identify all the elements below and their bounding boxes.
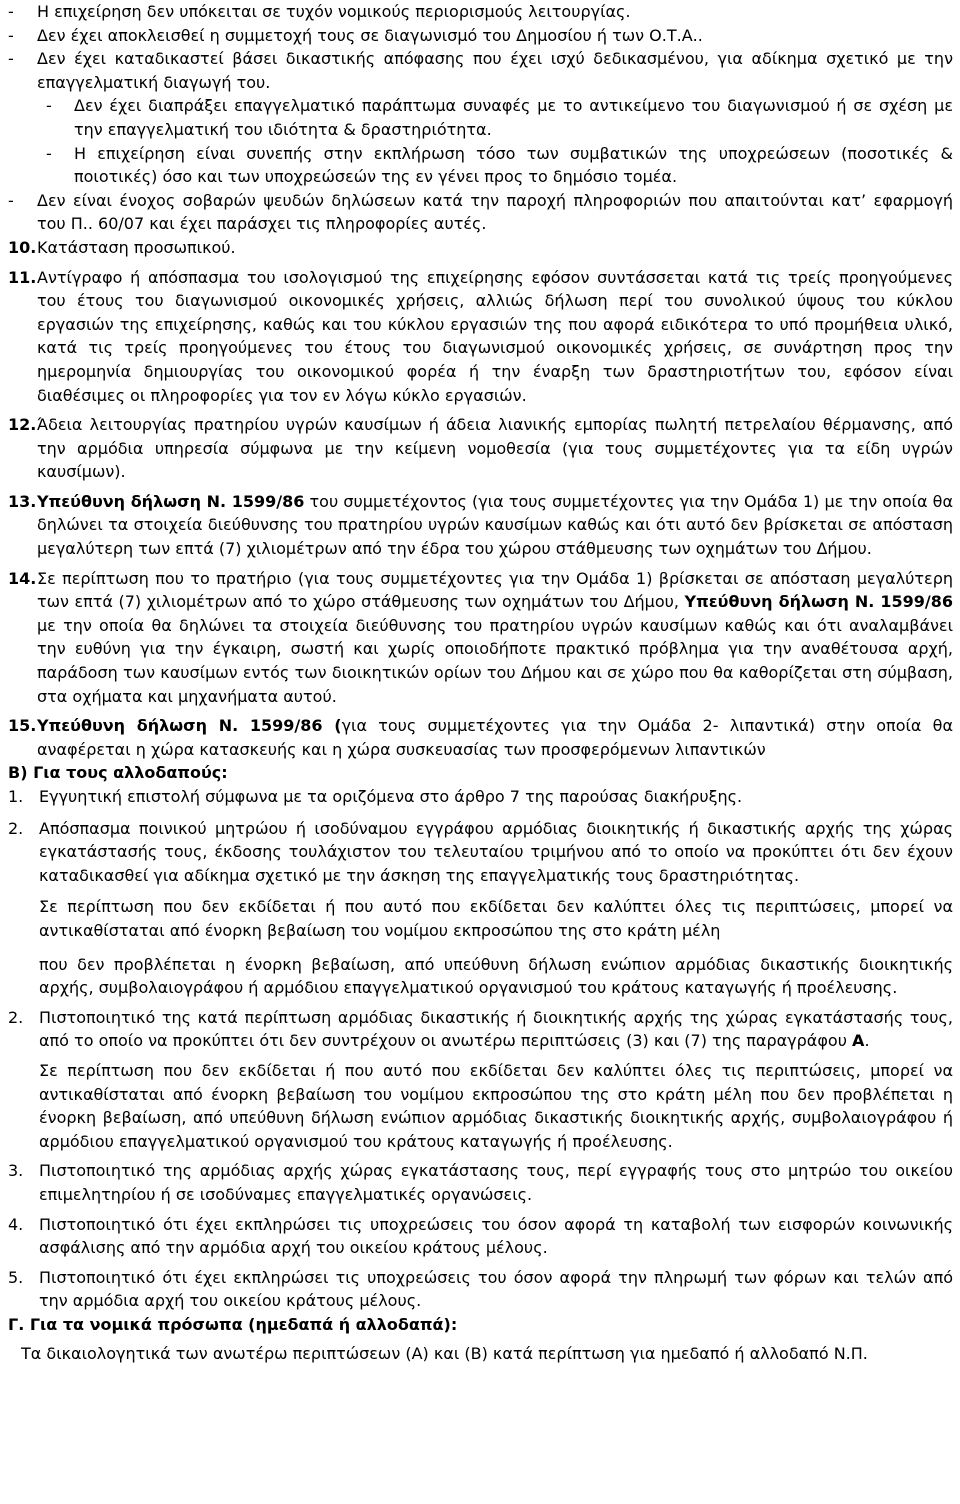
item-number: 3. [8, 1161, 24, 1181]
list-item-text: Δεν έχει καταδικαστεί βάσει δικαστικής απόφασης που έχει ισχύ δεδικασμένου, για αδίκημα σχετικό με την επαγγελματική διαγωγή του. [37, 49, 953, 92]
item-text: Απόσπασμα ποινικού μητρώου ή ισοδύναμου εγγράφου αρμόδιας διοικητικής ή δικαστικής αρχής της χώρας εγκατάστασής τους, έκδοσης τουλάχιστον του τελευταίου τριμήνου από το οποίο να προκύπτει ότι δεν έχουν καταδικασθεί για αδίκημα σχετικό με την άσκηση της επαγγελματικής τους δραστηριότητας. [39, 818, 953, 885]
list-item: - Δεν έχει αποκλεισθεί η συμμετοχή τους σε διαγωνισμό του Δημοσίου ή των Ο.Τ.Α.. [8, 24, 953, 48]
list-item: - Η επιχείρηση είναι συνεπής στην εκπλήρωση τόσο των συμβατικών της υποχρεώσεων (ποσοτικές & ποιοτικές) όσο και των υποχρεώσεών της εν γένει προς το δημόσιο τομέα. [8, 142, 953, 189]
item-text: με την οποία θα δηλώνει τα στοιχεία διεύθυνσης του πρατηρίου υγρών καυσίμων καθώς και ότι αναλαμβάνει την ευθύνη για την έγκαιρη, σωστή και χωρίς οποιοδήποτε πρακτικό πρόβλημα για την αναθέτουσα αρχή, παράδοση των καυσίμων εντός των διοικητικών ορίων του Δήμου και σε χώρο που θα καθορίζεται στη σύμβαση, στα οχήματα και μηχανήματα αυτού. [37, 615, 953, 706]
item-text: Πιστοποιητικό ότι έχει εκπληρώσει τις υποχρεώσεις του όσον αφορά τη καταβολή των εισφορών κοινωνικής ασφάλισης από την αρμόδια αρχή του οικείου κράτους μέλους. [39, 1214, 953, 1258]
item-number: 15. [8, 716, 37, 736]
item-bold-text: Α [852, 1031, 865, 1051]
numbered-item-10 [8, 236, 953, 260]
item-number: 5. [8, 1267, 24, 1287]
item-text: για τους συμμετέχοντες για την Ομάδα 2- λιπαντικά) στην οποία θα αναφέρεται η χώρα κατασκευής και η χώρα συσκευασίας των προσφερόμενων λιπαντικών [37, 716, 953, 759]
list-item: - Δεν είναι ένοχος σοβαρών ψευδών δηλώσεων κατά την παροχή πληροφοριών που απαιτούνται κατ’ εφαρμογή του Π.. 60/07 και έχει παράσχει τις πληροφορίες αυτές. [8, 189, 953, 236]
item-number: 13. [8, 491, 37, 511]
item-bold-text: Υπεύθυνη δήλωση Ν. 1599/86 [37, 491, 305, 511]
section-heading-b: Β) Για τους αλλοδαπούς: [8, 763, 228, 783]
item-text: Πιστοποιητικό της κατά περίπτωση αρμόδιας δικαστικής ή διοικητικής αρχής της χώρας εγκατάστασής τους, από το οποίο να προκύπτει ότι δεν συντρέχουν οι ανωτέρω περιπτώσεις (3) και (7) της παραγράφου [39, 1007, 953, 1051]
list-item-text: Δεν έχει αποκλεισθεί η συμμετοχή τους σε διαγωνισμό του Δημοσίου ή των Ο.Τ.Α.. [37, 25, 703, 45]
item-number: 14. [8, 568, 37, 588]
numbered-item-12 [8, 413, 953, 484]
numbered-item-14 [8, 567, 953, 709]
item-number: 10. [8, 237, 37, 257]
section-heading-c: Γ. Για τα νομικά πρόσωπα (ημεδαπά ή αλλοδαπά): [8, 1314, 458, 1334]
item-text: Πιστοποιητικό της αρμόδιας αρχής χώρας εγκατάστασης τους, περί εγγραφής τους στο μητρώο του οικείου επιμελητηρίου ή σε ισοδύναμες επαγγελματικές οργανώσεις. [39, 1161, 953, 1204]
foreign-item-1 [8, 785, 953, 809]
list-item: - Η επιχείρηση δεν υπόκειται σε τυχόν νομικούς περιορισμούς λειτουργίας. [8, 0, 953, 24]
list-item-text: Η επιχείρηση δεν υπόκειται σε τυχόν νομικούς περιορισμούς λειτουργίας. [37, 2, 631, 21]
item-subparagraph: Σε περίπτωση που δεν εκδίδεται ή που αυτό που εκδίδεται δεν καλύπτει όλες τις περιπτώσεις, μπορεί να αντικαθίσταται από ένορκη βεβαίωση του νομίμου εκπροσώπου της στο κράτη μέλη [39, 897, 953, 940]
item-text: Σε περίπτωση που το πρατήριο (για τους συμμετέχοντες για την Ομάδα 1) βρίσκεται σε απόσταση μεγαλύτερη των επτά (7) χιλιομέτρων από το χώρο στάθμευσης των οχημάτων του Δήμου, [37, 568, 953, 612]
list-item-text: Δεν είναι ένοχος σοβαρών ψευδών δηλώσεων κατά την παροχή πληροφοριών που απαιτούνται κατ’ εφαρμογή του Π.. 60/07 και έχει παράσχει τις πληροφορίες αυτές. [37, 190, 953, 234]
list-item: - Δεν έχει διαπράξει επαγγελματικό παράπτωμα συναφές με το αντικείμενο του διαγωνισμού ή σε σχέση με την επαγγελματική του ιδιότητα & δραστηριότητα. [8, 94, 953, 141]
item-text: Αντίγραφο ή απόσπασμα του ισολογισμού της επιχείρησης εφόσον συντάσσεται κατά τις τρείς προηγούμενες του έτους του διαγωνισμού οικονομικές χρήσεις, αλλιώς δήλωση περί του συνολικού ύψους του κύκλου εργασιών της επιχείρησης, καθώς και του κύκλου εργασιών της που αφορά ειδικότερα το υπό προμήθεια υλικό, κατά τις τρείς προηγούμενες του έτους του διαγωνισμού οικονομικές χρήσεις, σε συνάρτηση προς την ημερομηνία δημιουργίας του οικονομικού φορέα ή την έναρξη των δραστηριοτήτων του, εφόσον είναι διαθέσιμες οι πληροφορίες για τον εν λόγω κύκλο εργασιών. [37, 267, 953, 405]
numbered-item-11 [8, 266, 953, 408]
item-bold-text: Υπεύθυνη δήλωση Ν. 1599/86 ( [37, 716, 342, 736]
foreign-item-2 [8, 817, 953, 888]
item-text: Πιστοποιητικό ότι έχει εκπληρώσει τις υποχρεώσεις του όσον αφορά την πληρωμή των φόρων και τελών από την αρμόδια αρχή του οικείου κράτους μέλους. [39, 1267, 953, 1311]
foreign-item-4 [8, 1213, 953, 1260]
foreign-item-3 [8, 1159, 953, 1206]
item-bold-text: Υπεύθυνη δήλωση Ν. 1599/86 [684, 592, 953, 612]
item-number: 1. [8, 787, 24, 806]
item-number: 2. [8, 1007, 24, 1027]
item-number: 2. [8, 818, 24, 838]
item-subparagraph: Σε περίπτωση που δεν εκδίδεται ή που αυτό που εκδίδεται δεν καλύπτει όλες τις περιπτώσεις, μπορεί να αντικαθίσταται από ένορκη βεβαίωση του νομίμου εκπροσώπου της στο κράτη μέλη που δεν προβλέπεται η ένορκη βεβαίωση, από υπεύθυνη δήλωση ενώπιον αρμόδιας δικαστικής διοικητικής αρχής, συμβολαιογράφου ή αρμόδιου επαγγελματικού οργανισμού του κράτους καταγωγής ή προέλευσης. [39, 1060, 953, 1151]
item-text: Άδεια λειτουργίας πρατηρίου υγρών καυσίμων ή άδεια λιανικής εμπορίας πωλητή πετρελαίου θέρμανσης, από την αρμόδια υπηρεσία σύμφωνα με την κείμενη νομοθεσία (για τους συμμετέχοντες για τα είδη υγρών καυσίμων). [37, 415, 953, 482]
item-text: του συμμετέχοντος (για τους συμμετέχοντες για την Ομάδα 1) με την οποία θα δηλώνει τα στοιχεία διεύθυνσης του πρατηρίου υγρών καυσίμων καθώς και ότι αυτό δεν βρίσκεται σε απόσταση μεγαλύτερη των επτά (7) χιλιομέτρων από την έδρα του χώρου στάθμευσης των οχημάτων του Δήμου. [37, 491, 954, 559]
foreign-item-5 [8, 1266, 953, 1313]
foreign-item-2b: 2. Πιστοποιητικό της κατά περίπτωση αρμόδιας δικαστικής ή διοικητικής αρχής της χώρας εγκατάστασής τους, από το οποίο να προκύπτει ότι δεν συντρέχουν οι ανωτέρω περιπτώσεις (3) και (7) της παραγράφου Α. [8, 1006, 953, 1053]
list-item-text: Δεν έχει διαπράξει επαγγελματικό παράπτωμα συναφές με το αντικείμενο του διαγωνισμού ή σε σχέση με την επαγγελματική του ιδιότητα & δραστηριότητα. [74, 96, 953, 139]
item-number: 11. [8, 267, 37, 287]
item-number: 4. [8, 1214, 24, 1234]
list-item-text: Η επιχείρηση είναι συνεπής στην εκπλήρωση τόσο των συμβατικών της υποχρεώσεων (ποσοτικές & ποιοτικές) όσο και των υποχρεώσεών της εν γένει προς το δημόσιο τομέα. [74, 143, 953, 187]
item-text: Κατάσταση προσωπικού. [37, 237, 236, 257]
item-text: Εγγυητική επιστολή σύμφωνα με τα οριζόμενα στο άρθρο 7 της παρούσας διακήρυξης. [39, 787, 743, 806]
closing-paragraph: Τα δικαιολογητικά των ανωτέρω περιπτώσεων (Α) και (Β) κατά περίπτωση για ημεδαπό ή αλλοδαπό Ν.Π. [21, 1344, 868, 1364]
item-number: 12. [8, 415, 37, 435]
numbered-item-15 [8, 714, 953, 761]
item-subparagraph: που δεν προβλέπεται η ένορκη βεβαίωση, από υπεύθυνη δήλωση ενώπιον αρμόδιας δικαστικής διοικητικής αρχής, συμβολαιογράφου ή αρμόδιου επαγγελματικού οργανισμού του κράτους καταγωγής ή προέλευσης. [39, 954, 953, 998]
numbered-item-13 [8, 490, 953, 561]
list-item: - Δεν έχει καταδικαστεί βάσει δικαστικής απόφασης που έχει ισχύ δεδικασμένου, για αδίκημα σχετικό με την επαγγελματική διαγωγή του. [8, 47, 953, 94]
